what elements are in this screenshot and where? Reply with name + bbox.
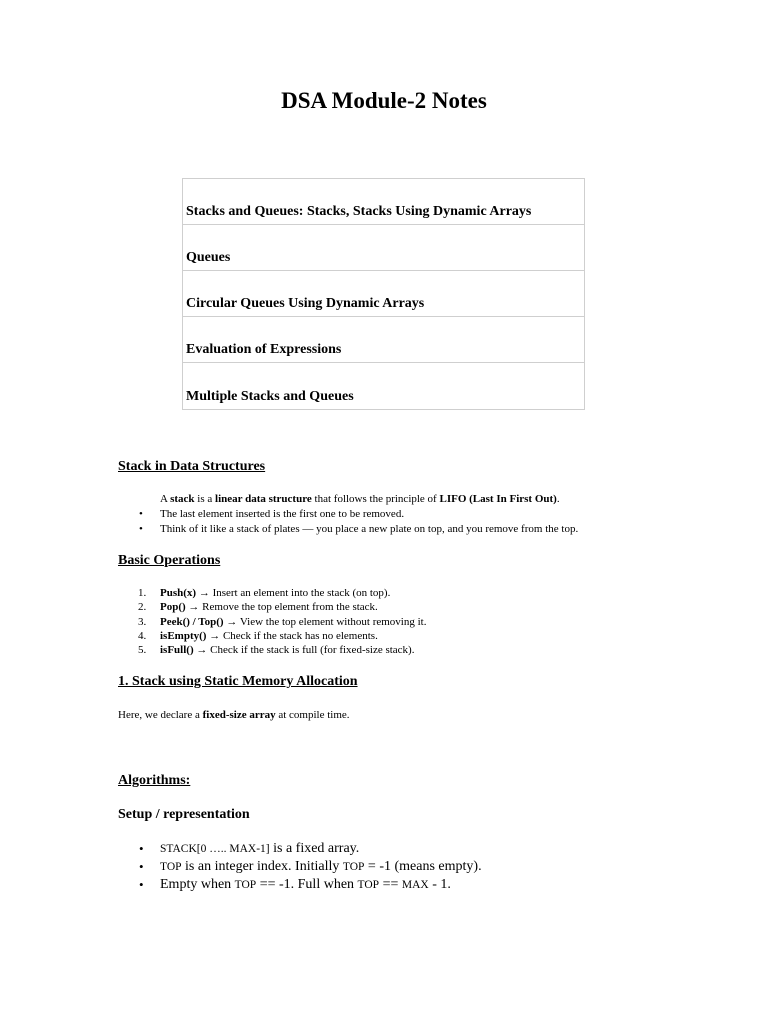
topic-row: Stacks and Queues: Stacks, Stacks Using Dynamic Arrays <box>183 179 584 225</box>
list-item <box>138 615 427 629</box>
basic-ops-heading: Basic Operations <box>118 553 221 568</box>
topic-row: Queues <box>183 225 584 271</box>
para-text: Here, we declare a <box>118 709 203 721</box>
intro-text: A <box>160 493 171 505</box>
intro-text: is a <box>194 493 216 505</box>
code-term: STACK[0 ….. MAX-1] <box>160 843 270 855</box>
op-name: isEmpty() <box>160 629 207 642</box>
list-item: • The last element inserted is the first one to be removed. <box>160 507 578 522</box>
op-name: isFull() <box>160 644 194 657</box>
op-desc: → Remove the top element from the stack. <box>185 601 378 614</box>
list-item <box>160 876 482 894</box>
op-name: Pop() <box>160 601 186 614</box>
intro-text: . <box>556 493 560 505</box>
bullet-text: - 1. <box>428 877 451 892</box>
static-alloc-text <box>118 708 350 722</box>
op-name: Peek() / Top() <box>160 615 224 628</box>
topic-row: Evaluation of Expressions <box>183 317 584 363</box>
item-number: 1. <box>138 587 147 599</box>
list-item <box>138 600 426 614</box>
topics-table <box>182 178 585 410</box>
basic-ops-list <box>138 586 427 657</box>
code-term: MAX <box>401 879 429 891</box>
list-item <box>160 858 482 876</box>
page-title: DSA Module-2 Notes <box>281 88 487 113</box>
op-desc: → Check if the stack has no elements. <box>206 629 378 642</box>
code-term: TOP <box>357 879 380 891</box>
static-alloc-heading: 1. Stack using Static Memory Allocation <box>118 674 358 689</box>
op-name: Push(x) <box>160 587 197 599</box>
para-text: at compile time. <box>275 709 350 721</box>
topic-row: Multiple Stacks and Queues <box>186 389 354 404</box>
list-item: • Think of it like a stack of plates — you place a new plate on top, and you remove from the top. <box>160 522 578 537</box>
intro-bold: LIFO (Last In First Out) <box>439 493 557 505</box>
bullet-text: == <box>379 877 402 892</box>
bullet-text: = -1 (means empty). <box>364 859 482 874</box>
code-term: TOP <box>234 879 257 891</box>
intro-bold: stack <box>170 493 195 505</box>
bullet-text: is a fixed array. <box>269 841 360 856</box>
op-desc: → Insert an element into the stack (on top). <box>196 587 391 599</box>
bullet-text: Empty when <box>160 877 235 892</box>
item-number: 2. <box>138 601 147 614</box>
item-number: 3. <box>138 615 147 628</box>
stack-bullets <box>160 507 578 536</box>
list-item <box>138 629 426 643</box>
intro-bold: linear data structure <box>215 493 312 505</box>
setup-heading: Setup / representation <box>118 807 250 822</box>
code-term: TOP <box>160 861 182 873</box>
stack-heading: Stack in Data Structures <box>118 459 266 474</box>
topic-row: Circular Queues Using Dynamic Arrays <box>183 271 584 317</box>
para-bold: fixed-size array <box>202 709 276 721</box>
intro-text: that follows the principle of <box>311 493 440 505</box>
code-term: TOP <box>342 861 365 873</box>
bullet-text: is an integer index. Initially <box>181 859 343 874</box>
list-item <box>138 586 426 600</box>
list-item <box>160 840 482 858</box>
stack-intro <box>160 492 560 506</box>
op-desc: → Check if the stack is full (for fixed-size stack). <box>193 644 415 657</box>
bullet-text: == -1. Full when <box>256 877 358 892</box>
list-item <box>138 643 426 657</box>
item-number: 4. <box>138 629 147 642</box>
op-desc: → View the top element without removing it. <box>223 615 427 628</box>
algorithms-heading: Algorithms: <box>118 773 191 788</box>
item-number: 5. <box>138 644 147 657</box>
setup-bullets <box>160 840 482 894</box>
